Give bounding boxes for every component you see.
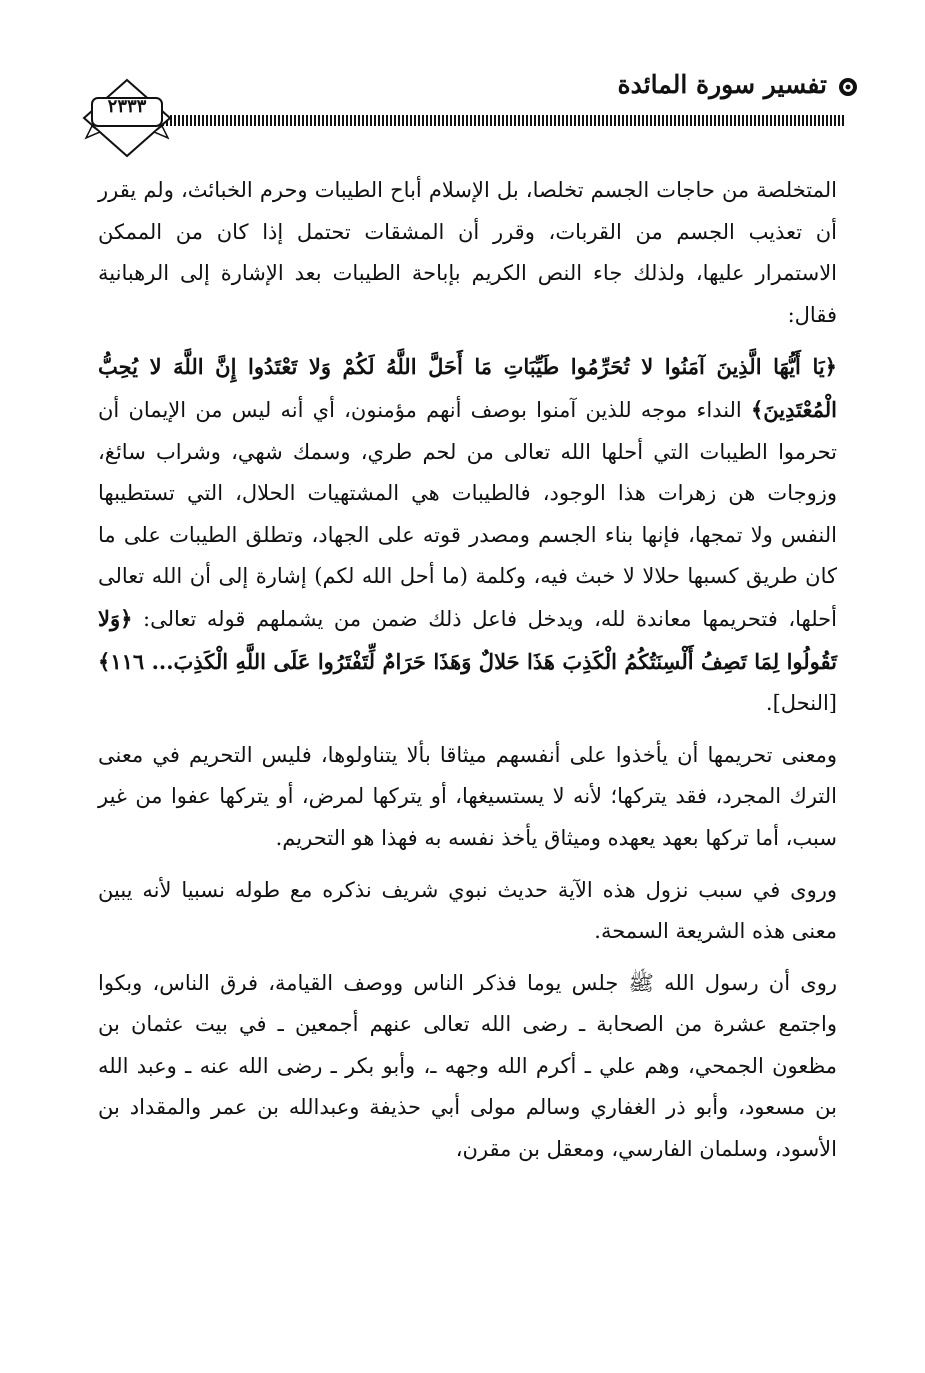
header-rule (162, 115, 844, 126)
quran-verse-2: ﴿وَلا تَقُولُوا لِمَا تَصِفُ أَلْسِنَتُكُمُ الْكَذِبَ هَذَا حَلالٌ وَهَذَا حَرَامٌ لِّتَفْتَرُوا عَلَى اللَّهِ الْكَذِبَ... ١١٦﴾ (98, 605, 837, 674)
paragraph-1: المتخلصة من حاجات الجسم تخلصا، بل الإسلام أباح الطيبات وحرم الخبائث، ولم يقرر أن تعذيب الجسم من القربات، وقرر أن المشقات تحتمل إذا كان من الممكن الاستمرار عليها، ولذلك جاء النص الكريم بإباحة الطيبات بعد الإشارة إلى الرهبانية فقال: (98, 178, 837, 327)
quran-verse: ﴿يَا أَيُّهَا الَّذِينَ آمَنُوا لا تُحَرِّمُوا طَيِّبَاتِ مَا أَحَلَّ اللَّهُ لَكُمْ وَلا تَعْتَدُوا إِنَّ اللَّهَ لا يُحِبُّ الْمُعْتَدِينَ﴾ (98, 354, 837, 422)
page-body (98, 170, 837, 1171)
running-title: تفسير سورة المائدة (617, 70, 827, 99)
paragraph-5: روى أن رسول الله ﷺ جلس يوما فذكر الناس ووصف القيامة، فرق الناس، وبكوا واجتمع عشرة من الصحابة ـ رضى الله تعالى عنهم أجمعين ـ في بيت عثمان بن مظعون الجمحي، وهم علي ـ أكرم الله وجهه ـ، وأبو بكر ـ رضى الله عنه ـ وعبد الله بن مسعود، وأبو ذر الغفاري وسالم مولى أبي حذيفة وعبدالله بن عمر والمقداد بن الأسود، وسلمان الفارسي، ومعقل بن مقرن، (98, 970, 837, 1162)
ornament-icon (837, 76, 859, 98)
paragraph-text: النداء موجه للذين آمنوا بوصف أنهم مؤمنون، أي أنه ليس من الإيمان أن تحرموا الطيبات التي أحلها الله تعالى من لحم طري، وسمك شهي، وشراب سائغ، وزوجات هن زهرات هذا الوجود، فالطيبات هي المشتهيات الحلال، التي تستطيبها النفس ولا تمجها، فإنها بناء الجسم ومصدر قوته على الجهاد، وتطلق الطيبات على ما كان طريق كسبها حلالا لا خبث فيه، وكلمة (ما أحل الله لكم) إشارة إلى أن الله تعالى أحلها، فتحريمها معاندة لله، ويدخل فاعل ذلك ضمن من يشملهم قوله تعالى: (98, 397, 837, 631)
paragraph-3: ومعنى تحريمها أن يأخذوا على أنفسهم ميثاقا بألا يتناولوها، فليس التحريم في معنى الترك المجرد، فقد يتركها؛ لأنه لا يستسيغها، أو يتركها لمرض، أو يتركها عفوا من غير سبب، أما تركها بعهد يعهده وميثاق يأخذ نفسه به فهذا هو التحريم. (98, 742, 837, 850)
paragraph-4: وروى في سبب نزول هذه الآية حديث نبوي شريف نذكره مع طوله نسبيا لأنه يبين معنى هذه الشريعة السمحة. (98, 877, 837, 944)
page-header (0, 0, 925, 165)
page-number: ٢٣٣٣ (107, 96, 147, 117)
paragraph-2 (98, 346, 837, 724)
verse-reference: [النحل]. (765, 691, 837, 716)
page-number-badge (82, 78, 172, 158)
